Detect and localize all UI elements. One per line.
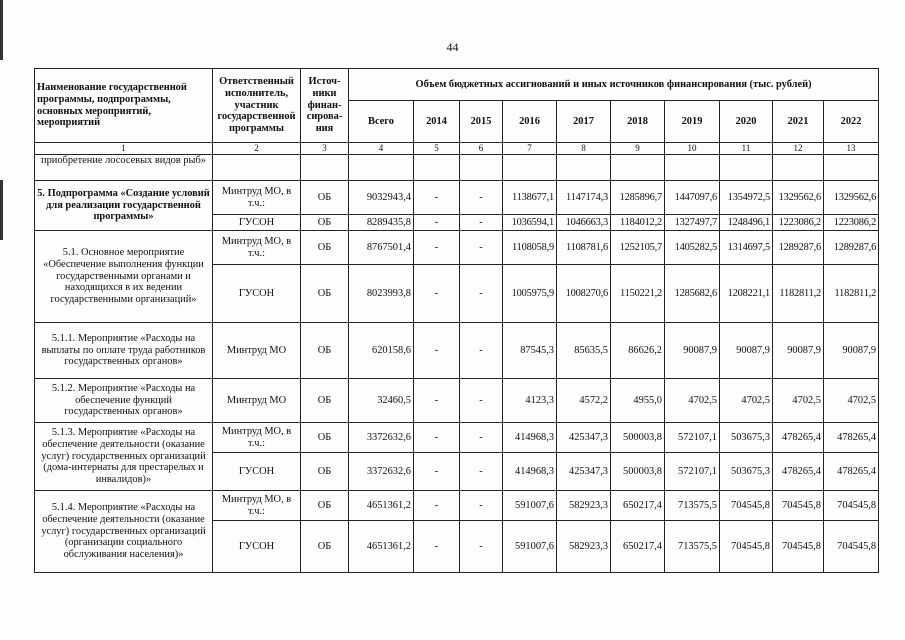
row-cell: 4651361,2 — [349, 521, 414, 573]
row-cell: 478265,4 — [824, 453, 879, 491]
row-cell: 86626,2 — [611, 323, 665, 379]
row-cell: 8289435,8 — [349, 215, 414, 231]
row-cell: 1248496,1 — [720, 215, 773, 231]
row-cell: - — [460, 323, 503, 379]
row-source: ОБ — [301, 491, 349, 521]
row-cell: 85635,5 — [557, 323, 611, 379]
row-cell: - — [460, 379, 503, 423]
row-cell — [414, 155, 460, 181]
row-cell: - — [414, 521, 460, 573]
column-number: 4 — [349, 143, 414, 155]
column-number: 8 — [557, 143, 611, 155]
row-cell: 4123,3 — [503, 379, 557, 423]
column-number: 1 — [35, 143, 213, 155]
row-source: ОБ — [301, 181, 349, 215]
row-cell: 425347,3 — [557, 453, 611, 491]
row-source: ОБ — [301, 215, 349, 231]
row-executor: Минтруд МО, в т.ч.: — [213, 423, 301, 453]
row-cell: 4572,2 — [557, 379, 611, 423]
row-cell — [611, 155, 665, 181]
row-cell: 87545,3 — [503, 323, 557, 379]
header-year: 2021 — [773, 101, 824, 143]
row-cell — [824, 155, 879, 181]
row-cell: 1354972,5 — [720, 181, 773, 215]
row-source: ОБ — [301, 521, 349, 573]
row-executor — [213, 155, 301, 181]
row-cell: 572107,1 — [665, 423, 720, 453]
header-total: Всего — [349, 101, 414, 143]
row-executor: ГУСОН — [213, 453, 301, 491]
row-cell: - — [414, 265, 460, 323]
row-cell: 704545,8 — [720, 491, 773, 521]
row-cell: - — [414, 453, 460, 491]
row-source: ОБ — [301, 265, 349, 323]
row-cell: 8023993,8 — [349, 265, 414, 323]
row-cell: 1223086,2 — [824, 215, 879, 231]
row-cell: 572107,1 — [665, 453, 720, 491]
row-cell — [665, 155, 720, 181]
row-cell: - — [414, 231, 460, 265]
row-cell: 713575,5 — [665, 521, 720, 573]
row-cell: 4702,5 — [773, 379, 824, 423]
row-cell: 1314697,5 — [720, 231, 773, 265]
row-cell: - — [460, 231, 503, 265]
row-cell: 500003,8 — [611, 453, 665, 491]
row-cell: 4651361,2 — [349, 491, 414, 521]
row-cell: 90087,9 — [773, 323, 824, 379]
row-cell: 1447097,6 — [665, 181, 720, 215]
table-row — [35, 155, 879, 181]
row-executor: Минтруд МО — [213, 379, 301, 423]
row-cell: 1289287,6 — [773, 231, 824, 265]
row-cell: 90087,9 — [665, 323, 720, 379]
row-cell: 704545,8 — [773, 521, 824, 573]
row-cell: - — [460, 265, 503, 323]
row-cell: 1329562,6 — [773, 181, 824, 215]
table-row — [35, 181, 879, 215]
row-cell: 4702,5 — [720, 379, 773, 423]
row-cell: 1252105,7 — [611, 231, 665, 265]
row-cell — [773, 155, 824, 181]
header-year: 2018 — [611, 101, 665, 143]
row-cell: 1223086,2 — [773, 215, 824, 231]
row-cell: - — [414, 323, 460, 379]
row-name: 5.1. Основное мероприятие «Обеспечение выполнения функции государственными органами и находящихся в их ведении государственными организаций» — [35, 231, 213, 323]
row-cell: - — [414, 491, 460, 521]
row-cell: - — [414, 379, 460, 423]
row-cell: 1182811,2 — [824, 265, 879, 323]
row-source: ОБ — [301, 379, 349, 423]
budget-table — [34, 68, 879, 573]
row-executor: ГУСОН — [213, 265, 301, 323]
row-cell: 704545,8 — [720, 521, 773, 573]
row-cell: - — [460, 491, 503, 521]
row-cell: 1184012,2 — [611, 215, 665, 231]
row-cell: 503675,3 — [720, 453, 773, 491]
row-cell — [720, 155, 773, 181]
row-cell: - — [414, 423, 460, 453]
row-cell: 8767501,4 — [349, 231, 414, 265]
header-year: 2015 — [460, 101, 503, 143]
row-source: ОБ — [301, 231, 349, 265]
column-number: 6 — [460, 143, 503, 155]
column-number: 10 — [665, 143, 720, 155]
header-year: 2020 — [720, 101, 773, 143]
column-number: 13 — [824, 143, 879, 155]
row-cell: 650217,4 — [611, 521, 665, 573]
row-name: 5. Подпрограмма «Создание условий для реализации государственной программы» — [35, 181, 213, 231]
row-cell: 500003,8 — [611, 423, 665, 453]
row-cell: 1138677,1 — [503, 181, 557, 215]
row-cell: 1036594,1 — [503, 215, 557, 231]
row-source: ОБ — [301, 323, 349, 379]
row-source — [301, 155, 349, 181]
row-cell: 1327497,7 — [665, 215, 720, 231]
column-number: 5 — [414, 143, 460, 155]
row-cell: - — [414, 215, 460, 231]
row-cell: 1329562,6 — [824, 181, 879, 215]
column-number-row — [35, 143, 879, 155]
row-cell: 425347,3 — [557, 423, 611, 453]
row-source: ОБ — [301, 423, 349, 453]
row-name: 5.1.1. Мероприятие «Расходы на выплаты по оплате труда работников государственных органов» — [35, 323, 213, 379]
row-cell: 704545,8 — [824, 491, 879, 521]
header-executor: Ответственный исполнитель, участник государственной программы — [213, 69, 301, 143]
row-cell: 478265,4 — [773, 453, 824, 491]
column-number: 11 — [720, 143, 773, 155]
row-executor: ГУСОН — [213, 521, 301, 573]
row-cell: 3372632,6 — [349, 423, 414, 453]
header-source: Источ- ники финан- сирова- ния — [301, 69, 349, 143]
row-cell: 32460,5 — [349, 379, 414, 423]
row-cell: 1208221,1 — [720, 265, 773, 323]
row-cell: 1046663,3 — [557, 215, 611, 231]
header-year: 2017 — [557, 101, 611, 143]
row-cell: - — [460, 423, 503, 453]
row-cell: 1008270,6 — [557, 265, 611, 323]
row-cell: 1289287,6 — [824, 231, 879, 265]
row-cell: 1108781,6 — [557, 231, 611, 265]
row-cell: 591007,6 — [503, 491, 557, 521]
row-cell: 1108058,9 — [503, 231, 557, 265]
column-number: 3 — [301, 143, 349, 155]
header-year: 2019 — [665, 101, 720, 143]
row-name: приобретение лососевых видов рыб» — [35, 155, 213, 181]
row-cell: 90087,9 — [720, 323, 773, 379]
header-name: Наименование государственной программы, подпрограммы, основных мероприятий, мероприятий — [35, 69, 213, 143]
row-cell: 1285682,6 — [665, 265, 720, 323]
row-name: 5.1.4. Мероприятие «Расходы на обеспечение деятельности (оказание услуг) государственных организаций (организации социального обслуживания населения)» — [35, 491, 213, 573]
header-year: 2022 — [824, 101, 879, 143]
row-cell: 704545,8 — [824, 521, 879, 573]
row-cell — [349, 155, 414, 181]
row-cell — [503, 155, 557, 181]
row-cell: 9032943,4 — [349, 181, 414, 215]
row-cell: 591007,6 — [503, 521, 557, 573]
row-executor: Минтруд МО, в т.ч.: — [213, 491, 301, 521]
row-name: 5.1.3. Мероприятие «Расходы на обеспечение деятельности (оказание услуг) государственных организаций (дома-интернаты для престарелых и инвалидов)» — [35, 423, 213, 491]
row-executor: Минтруд МО, в т.ч.: — [213, 181, 301, 215]
header-year: 2014 — [414, 101, 460, 143]
row-cell: 1182811,2 — [773, 265, 824, 323]
row-cell: - — [460, 215, 503, 231]
column-number: 12 — [773, 143, 824, 155]
row-cell: 650217,4 — [611, 491, 665, 521]
row-cell: 414968,3 — [503, 453, 557, 491]
header-year: 2016 — [503, 101, 557, 143]
row-cell: 4702,5 — [665, 379, 720, 423]
row-cell: - — [460, 181, 503, 215]
row-cell: 90087,9 — [824, 323, 879, 379]
table-row — [35, 379, 879, 423]
row-cell — [557, 155, 611, 181]
column-number: 9 — [611, 143, 665, 155]
row-executor: ГУСОН — [213, 215, 301, 231]
row-cell: 620158,6 — [349, 323, 414, 379]
table-row — [35, 323, 879, 379]
row-cell: 3372632,6 — [349, 453, 414, 491]
row-cell: 1285896,7 — [611, 181, 665, 215]
row-cell: 478265,4 — [773, 423, 824, 453]
row-cell: 478265,4 — [824, 423, 879, 453]
page-number: 44 — [446, 40, 459, 54]
row-cell: 414968,3 — [503, 423, 557, 453]
row-cell: - — [414, 181, 460, 215]
row-cell: 4702,5 — [824, 379, 879, 423]
row-cell: - — [460, 521, 503, 573]
row-name: 5.1.2. Мероприятие «Расходы на обеспечение функций государственных органов» — [35, 379, 213, 423]
row-cell: 1005975,9 — [503, 265, 557, 323]
scan-edge-mark — [0, 180, 3, 240]
row-cell: 4955,0 — [611, 379, 665, 423]
row-cell: 582923,3 — [557, 521, 611, 573]
header-funding: Объем бюджетных ассигнований и иных источников финансирования (тыс. рублей) — [349, 69, 879, 101]
table-row — [35, 231, 879, 265]
row-executor: Минтруд МО, в т.ч.: — [213, 231, 301, 265]
row-cell: 1405282,5 — [665, 231, 720, 265]
row-cell: 1147174,3 — [557, 181, 611, 215]
row-cell: - — [460, 453, 503, 491]
row-cell: 704545,8 — [773, 491, 824, 521]
row-source: ОБ — [301, 453, 349, 491]
table-row — [35, 423, 879, 453]
row-cell: 582923,3 — [557, 491, 611, 521]
row-executor: Минтруд МО — [213, 323, 301, 379]
row-cell: 503675,3 — [720, 423, 773, 453]
column-number: 7 — [503, 143, 557, 155]
row-cell — [460, 155, 503, 181]
row-cell: 713575,5 — [665, 491, 720, 521]
table-row — [35, 491, 879, 521]
column-number: 2 — [213, 143, 301, 155]
row-cell: 1150221,2 — [611, 265, 665, 323]
